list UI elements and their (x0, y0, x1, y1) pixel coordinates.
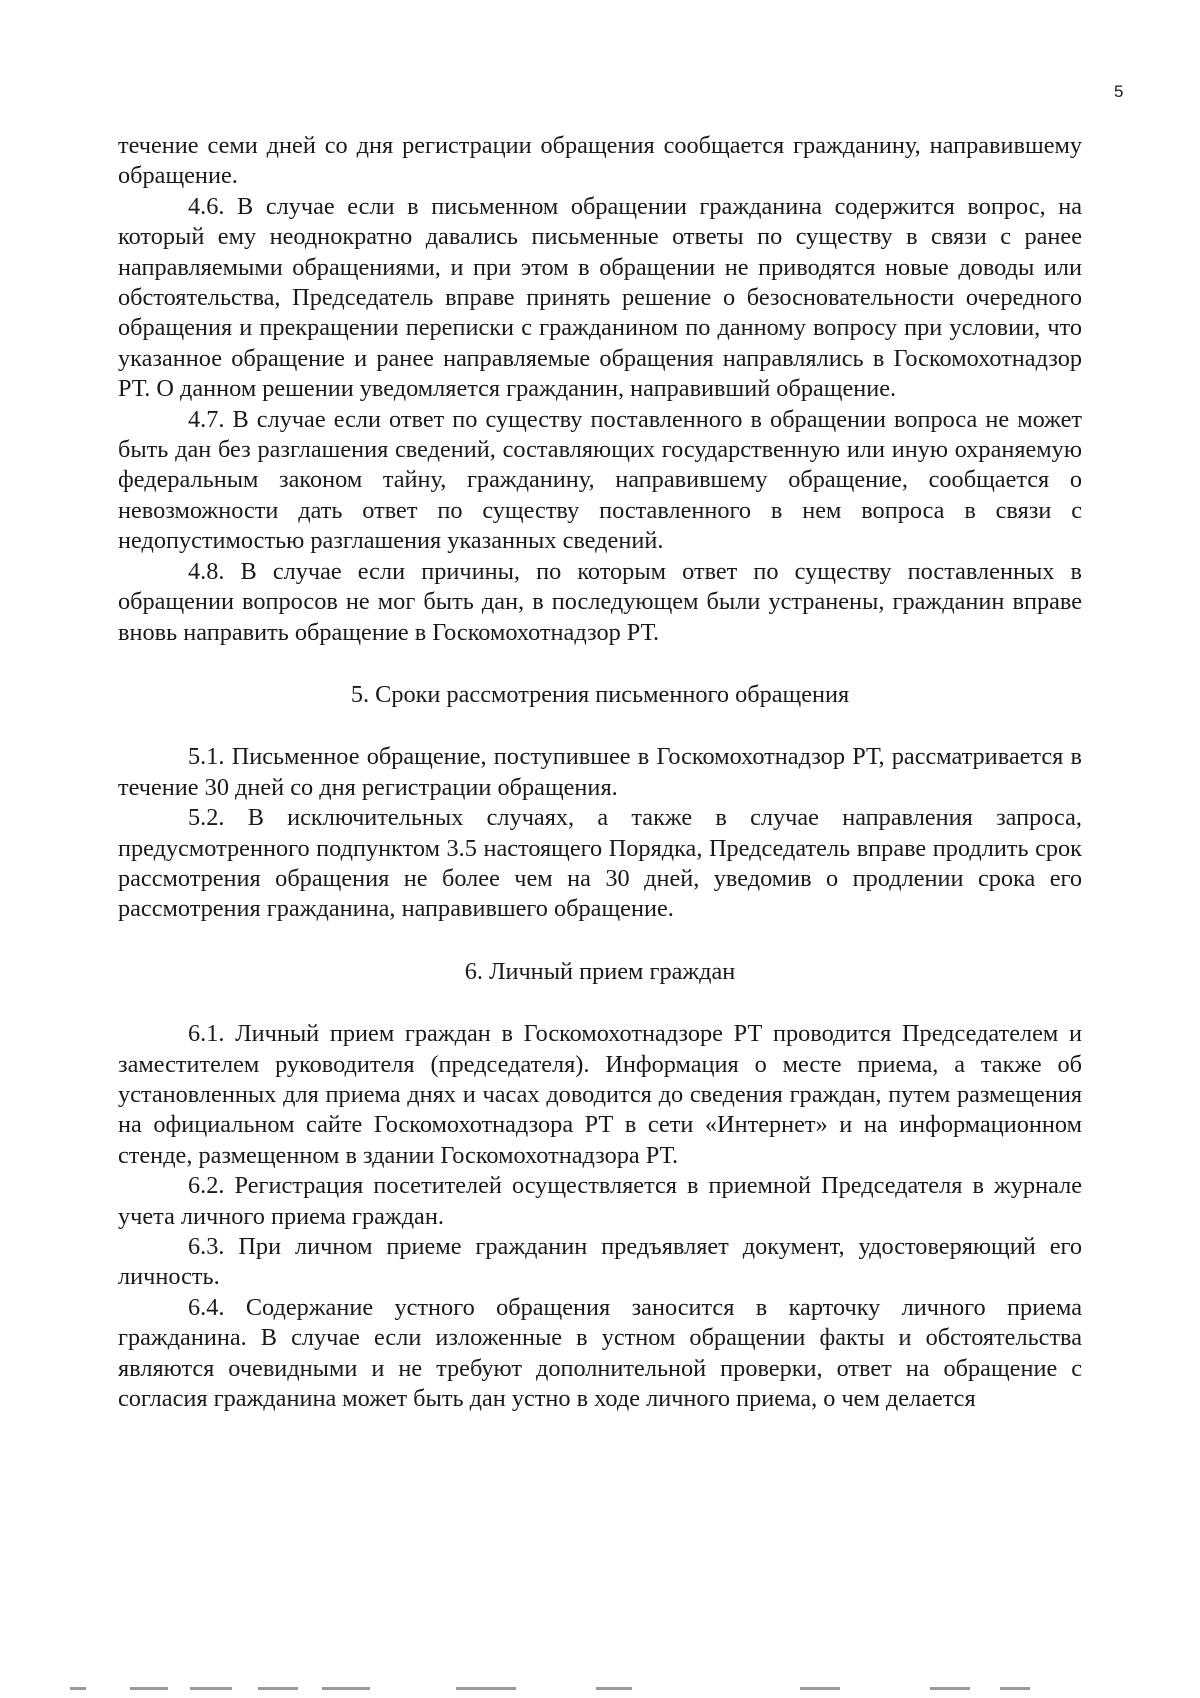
paragraph-6-3: 6.3. При личном приеме гражданин предъявляет документ, удостоверяющий его личность. (118, 1233, 1082, 1291)
scan-edge-artifacts (0, 1687, 1200, 1697)
section-5-heading: 5. Сроки рассмотрения письменного обращения (350, 680, 850, 708)
section-6-heading: 6. Личный прием граждан (464, 957, 736, 985)
paragraph-4-7: 4.7. В случае если ответ по существу поставленного в обращении вопроса не может быть дан без разглашения сведений, составляющих государственную или иную охраняемую федеральным законом тайну, гражданину, направившему обращение, сообщается о невозможности дать ответ по существу поставленного в нем вопроса в связи с недопустимостью разглашения указанных сведений. (118, 405, 1082, 555)
paragraph-continuation: течение семи дней со дня регистрации обращения сообщается гражданину, направившему обращение. (118, 132, 1082, 190)
document-body (118, 131, 1082, 1414)
paragraph-5-2: 5.2. В исключительных случаях, а также в случае направления запроса, предусмотренного подпунктом 3.5 настоящего Порядка, Председатель вправе продлить срок рассмотрения обращения не более чем на 30 дней, уведомив о продлении срока его рассмотрения гражданина, направившего обращение. (118, 804, 1082, 923)
paragraph-5-1: 5.1. Письменное обращение, поступившее в Госкомохотнадзор РТ, рассматривается в течение 30 дней со дня регистрации обращения. (118, 743, 1082, 801)
paragraph-4-8: 4.8. В случае если причины, по которым ответ по существу поставленных в обращении вопросов не мог быть дан, в последующем были устранены, гражданин вправе вновь направить обращение в Госкомохотнадзор РТ. (118, 557, 1082, 646)
paragraph-6-4: 6.4. Содержание устного обращения заносится в карточку личного приема гражданина. В случае если изложенные в устном обращении факты и обстоятельства являются очевидными и не требуют дополнительной проверки, ответ на обращение с согласия гражданина может быть дан устно в ходе личного приема, о чем делается (118, 1293, 1082, 1413)
paragraph-6-1: 6.1. Личный прием граждан в Госкомохотнадзоре РТ проводится Председателем и заместителем руководителя (председателя). Информация о месте приема, а также об установленных для приема днях и часах доводится до сведения граждан, путем размещения на официальном сайте Госкомохотнадзора РТ в сети «Интернет» и на информационном стенде, размещенном в здании Госкомохотнадзора РТ. (118, 1020, 1082, 1169)
page-number: 5 (1114, 82, 1124, 101)
paragraph-6-2: 6.2. Регистрация посетителей осуществляется в приемной Председателя в журнале учета личного приема граждан. (118, 1172, 1082, 1230)
paragraph-4-6: 4.6. В случае если в письменном обращении гражданина содержится вопрос, на который ему неоднократно давались письменные ответы по существу в связи с ранее направляемыми обращениями, и при этом в обращении не приводятся новые доводы или обстоятельства, Председатель вправе принять решение о безосновательности очередного обращения и прекращении переписки с гражданином по данному вопросу при условии, что указанное обращение и ранее направляемые обращения направлялись в Госкомохотнадзор РТ. О данном решении уведомляется гражданин, направивший обращение. (118, 192, 1082, 403)
